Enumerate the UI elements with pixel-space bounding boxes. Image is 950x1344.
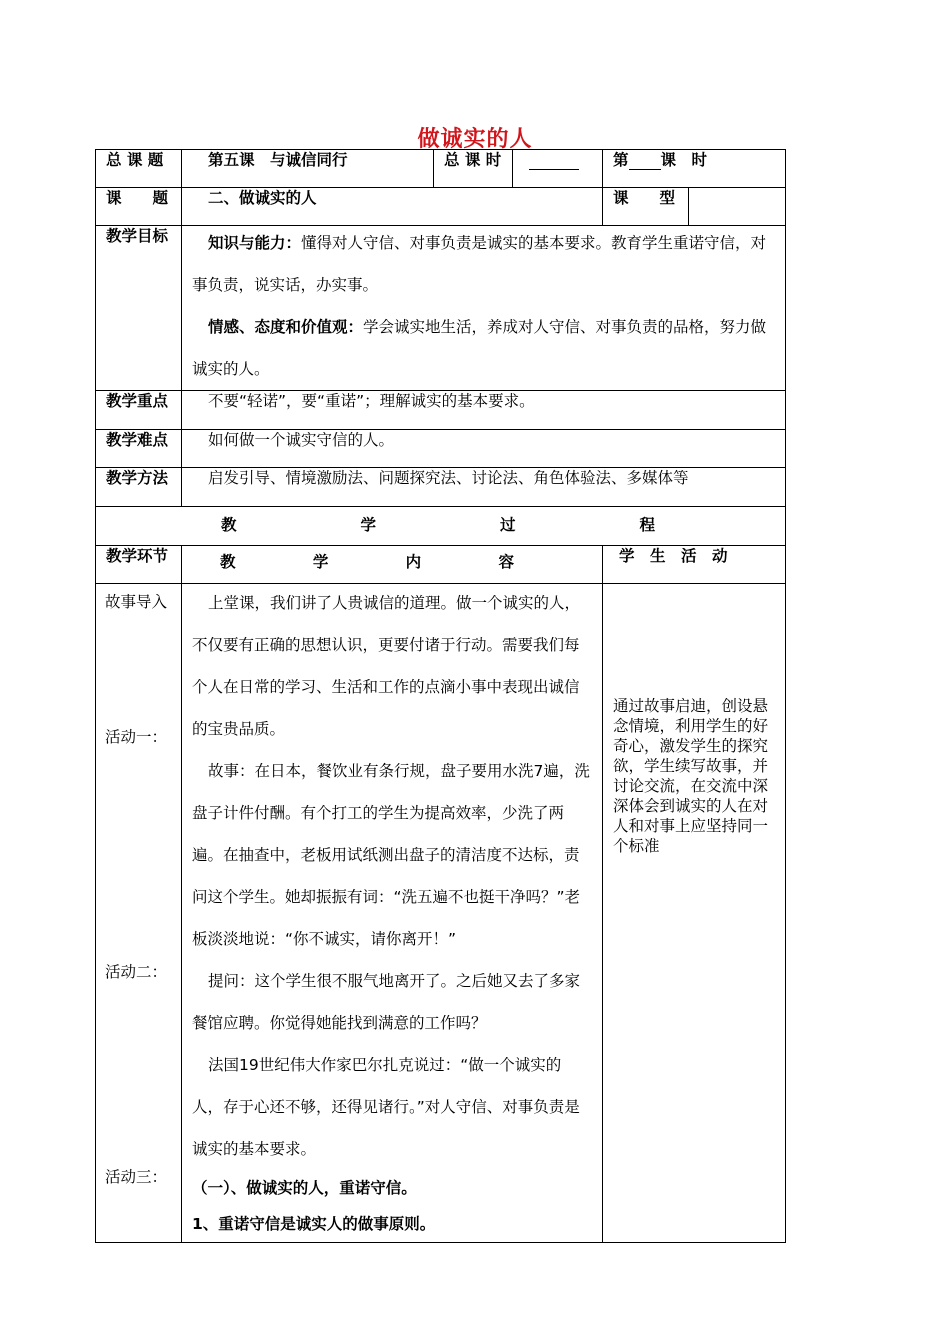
content-paragraph: 上堂课，我们讲了人贵诚信的道理。做一个诚实的人，不仅要有正确的思想认识，更要付诸于行动。需要我们每个人在日常的学习、生活和工作的点滴小事中表现出诚信的宝贵品质。: [192, 594, 581, 738]
content-paragraph: 故事：在日本，餐饮业有条行规，盘子要用水洗7遍，洗盘子计件付酬。有个打工的学生为提高效率，少洗了两遍。在抽查中，老板用试纸测出盘子的清洁度不达标，责问这个学生。她却振振有词：“洗五遍不也挺干净吗？”老板淡淡地说：“你不诚实，请你离开！”: [192, 762, 590, 948]
method-text: 启发引导、情境激励法、问题探究法、讨论法、角色体验法、多媒体等: [182, 468, 786, 507]
total-topic-label: 总 课 题: [96, 150, 182, 188]
topic-label: 课 题: [96, 188, 182, 226]
stage-column-header: 教学环节: [96, 546, 182, 584]
key-point-text: 不要“轻诺”，要“重诺”；理解诚实的基本要求。: [182, 391, 786, 430]
stage-activity-3: 活动三：: [105, 1168, 168, 1186]
document-title: 做诚实的人: [417, 126, 533, 152]
content-column-header: 教 学 内 容: [182, 546, 603, 584]
content-column: [182, 584, 603, 1243]
topic-value: 二、做诚实的人: [182, 188, 603, 226]
stage-activity-1: 活动一：: [105, 728, 168, 746]
content-paragraph: 提问：这个学生很不服气地离开了。之后她又去了多家餐馆应聘。你觉得她能找到满意的工作吗？: [192, 972, 581, 1032]
student-activity-column: [603, 584, 786, 1243]
total-hours-label: 总 课 时: [434, 150, 513, 188]
stage-intro: 故事导入: [105, 593, 168, 611]
process-header: 教 学 过 程: [96, 507, 786, 546]
activity-column-header: 学 生 活 动: [603, 546, 786, 584]
content-heading: （一）、做诚实的人，重诺守信。: [192, 1179, 417, 1197]
content-paragraph: 法国19世纪伟大作家巴尔扎克说过：“做一个诚实的人，存于心还不够，还得见诸行。”对人守信、对事负责是诚实的基本要求。: [192, 1056, 580, 1158]
stage-column: [96, 584, 182, 1243]
student-activity-text: 通过故事启迪，创设悬念情境，利用学生的好奇心，激发学生的探究欲，学生续写故事，并讨论交流，在交流中深深体会到诚实的人在对人和对事上应坚持同一个标准: [613, 697, 769, 855]
lesson-number: 第 课 时: [603, 150, 786, 188]
lesson-plan-table: [95, 149, 786, 1243]
content-heading: 1、重诺守信是诚实人的做事原则。: [192, 1215, 436, 1233]
key-point-label: 教学重点: [96, 391, 182, 430]
goals-content: 知识与能力：懂得对人守信、对事负责是诚实的基本要求。教育学生重诺守信，对事负责，说实话，办实事。 情感、态度和价值观：学会诚实地生活，养成对人守信、对事负责的品格，努力做诚实的人。: [182, 226, 786, 391]
total-topic-value: 第五课 与诚信同行: [182, 150, 434, 188]
difficulty-text: 如何做一个诚实守信的人。: [182, 430, 786, 468]
total-hours-value: [513, 150, 603, 188]
stage-activity-2: 活动二：: [105, 963, 168, 981]
method-label: 教学方法: [96, 468, 182, 507]
type-label: 课 型: [603, 188, 689, 226]
type-value: [689, 188, 786, 226]
difficulty-label: 教学难点: [96, 430, 182, 468]
goals-label: 教学目标: [96, 226, 182, 391]
